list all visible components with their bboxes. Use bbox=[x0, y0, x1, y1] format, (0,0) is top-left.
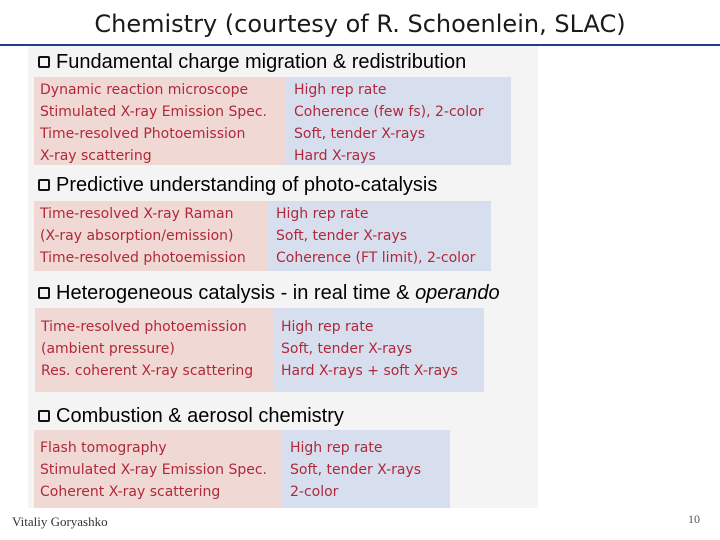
technique-item: Coherent X-ray scattering bbox=[40, 484, 221, 500]
technique-item: (ambient pressure) bbox=[41, 341, 175, 357]
section-heading-text: Predictive understanding of photo-catalysis bbox=[56, 173, 438, 196]
checkbox-bullet-icon bbox=[38, 410, 50, 422]
requirements-column bbox=[282, 430, 450, 508]
page-number: 10 bbox=[688, 512, 700, 526]
techniques-column bbox=[34, 77, 286, 165]
requirement-item: High rep rate bbox=[290, 440, 383, 456]
requirement-item: Hard X-rays + soft X-rays bbox=[281, 363, 458, 379]
techniques-column bbox=[34, 430, 282, 508]
technique-item: Time-resolved Photoemission bbox=[40, 126, 246, 142]
section-heading-text: Combustion & aerosol chemistry bbox=[56, 404, 344, 427]
requirement-item: High rep rate bbox=[294, 82, 387, 98]
techniques-column bbox=[34, 201, 268, 271]
requirement-item: Coherence (FT limit), 2-color bbox=[276, 250, 476, 266]
techniques-column bbox=[35, 308, 273, 392]
technique-item: (X-ray absorption/emission) bbox=[40, 228, 234, 244]
technique-item: Time-resolved photoemission bbox=[41, 319, 247, 335]
section-heading-text: Fundamental charge migration & redistribution bbox=[56, 50, 467, 73]
section-heading-italic-text: operando bbox=[415, 281, 500, 304]
requirements-column bbox=[273, 308, 484, 392]
slide-title: Chemistry (courtesy of R. Schoenlein, SLAC) bbox=[94, 10, 626, 38]
section-heading-heterogeneous-catalysis bbox=[38, 281, 500, 305]
technique-item: Dynamic reaction microscope bbox=[40, 82, 249, 98]
technique-item: Res. coherent X-ray scattering bbox=[41, 363, 254, 379]
section-table-photo-catalysis bbox=[34, 201, 491, 271]
section-table-heterogeneous-catalysis bbox=[35, 308, 484, 392]
requirement-item: Soft, tender X-rays bbox=[281, 341, 413, 357]
requirement-item: High rep rate bbox=[281, 319, 374, 335]
section-heading-photo-catalysis bbox=[38, 173, 437, 197]
section-heading-text: Heterogeneous catalysis - in real time & bbox=[56, 281, 416, 304]
technique-item: Flash tomography bbox=[40, 440, 167, 456]
section-heading-charge-migration bbox=[38, 50, 466, 74]
requirement-item: Hard X-rays bbox=[294, 148, 376, 164]
technique-item: Time-resolved photoemission bbox=[40, 250, 246, 266]
technique-item: Stimulated X-ray Emission Spec. bbox=[40, 462, 267, 478]
checkbox-bullet-icon bbox=[38, 179, 50, 191]
checkbox-bullet-icon bbox=[38, 287, 50, 299]
requirements-column bbox=[268, 201, 491, 271]
section-table-combustion bbox=[34, 430, 450, 508]
requirement-item: Soft, tender X-rays bbox=[276, 228, 408, 244]
footer-author: Vitaliy Goryashko bbox=[12, 514, 108, 529]
requirement-item: High rep rate bbox=[276, 206, 369, 222]
checkbox-bullet-icon bbox=[38, 56, 50, 68]
technique-item: X-ray scattering bbox=[40, 148, 152, 164]
requirements-column bbox=[286, 77, 511, 165]
requirement-item: Coherence (few fs), 2-color bbox=[294, 104, 484, 120]
technique-item: Stimulated X-ray Emission Spec. bbox=[40, 104, 267, 120]
section-table-charge-migration bbox=[34, 77, 511, 165]
section-heading-combustion bbox=[38, 404, 344, 428]
technique-item: Time-resolved X-ray Raman bbox=[40, 206, 234, 222]
requirement-item: Soft, tender X-rays bbox=[294, 126, 426, 142]
requirement-item: 2-color bbox=[290, 484, 339, 500]
content-panel bbox=[28, 46, 538, 508]
requirement-item: Soft, tender X-rays bbox=[290, 462, 422, 478]
